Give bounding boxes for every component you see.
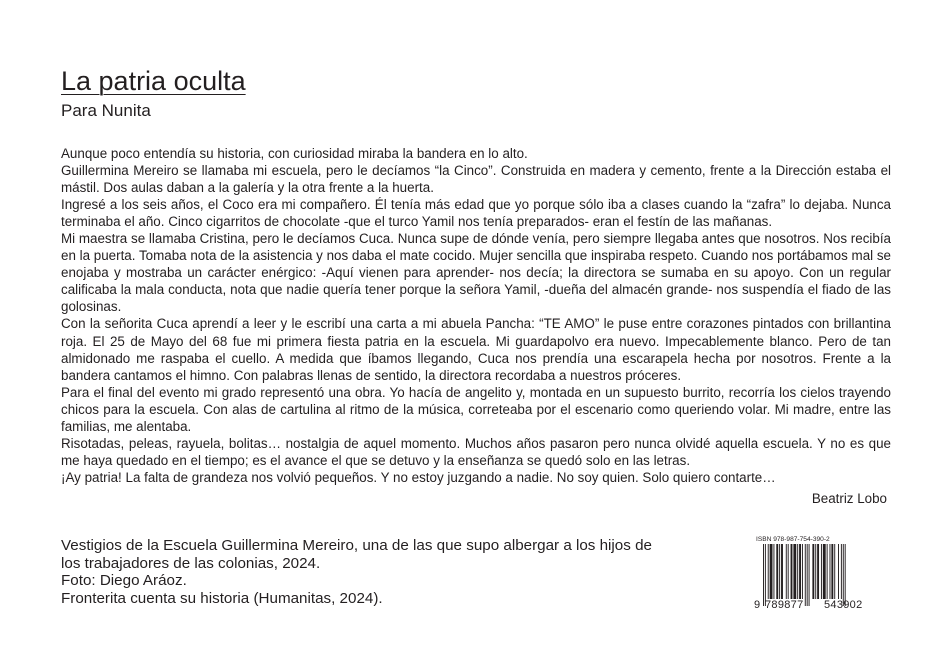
barcode-bar bbox=[770, 544, 773, 599]
paragraph: Mi maestra se llamaba Cristina, pero le decíamos Cuca. Nunca supe de dónde venía, pero siempre llegaba antes que nosotros. Nos recibía en la puerta. Tomaba nota de la asistencia y nos daba el mate cocido. Mujer sencilla que inspiraba respeto. Cuando nos portábamos mal se enojaba y mostraba un carácter enérgico: -Aquí vienen para aprender- nos decía; la directora se sumaba en su apoyo. Con un regular calificaba la mala conducta, nota que nadie quería tener porque la señora Yamil, -dueña del almacén grande- nos suspendía el fiado de las golosinas. bbox=[61, 231, 891, 315]
barcode-bar bbox=[765, 544, 766, 606]
barcode-bar bbox=[768, 544, 769, 599]
barcode-bar bbox=[791, 544, 793, 599]
barcode-bar bbox=[786, 544, 787, 599]
barcode-bar bbox=[799, 544, 801, 599]
page-title: La patria oculta bbox=[61, 66, 246, 96]
barcode-digits-right: 543902 bbox=[824, 599, 863, 611]
photo-caption bbox=[61, 537, 652, 607]
barcode-bar bbox=[812, 544, 814, 599]
barcode-bar bbox=[797, 544, 798, 599]
barcode-bar bbox=[845, 544, 846, 606]
paragraph: Aunque poco entendía su historia, con curiosidad miraba la bandera en lo alto. bbox=[61, 146, 528, 161]
barcode-bar bbox=[834, 544, 835, 599]
barcode-bar bbox=[823, 544, 826, 599]
paragraph: Con la señorita Cuca aprendí a leer y le escribí una carta a mi abuela Pancha: “TE AMO” le puse entre corazones pintados con brillantina roja. El 25 de Mayo del 68 fue mi primera fiesta patria en la escuela. Mi guardapolvo era nuevo. Impecablemente blanco. Pero de tan almidonado me raspaba el cuello. A medida que íbamos llegando, Cuca nos prendía una escarapela hecha por nosotros. Frente a la bandera cantamos el himno. Con palabras llenas de sentido, la directora recordaba a nuestros próceres. bbox=[61, 316, 891, 383]
barcode-bar bbox=[805, 544, 806, 606]
paragraph: ¡Ay patria! La falta de grandeza nos volvió pequeños. Y no estoy juzgando a nadie. No soy quien. Solo quiero contarte… bbox=[61, 469, 776, 485]
barcode-bar bbox=[817, 544, 819, 599]
barcode-bar bbox=[781, 544, 783, 599]
caption-line: Foto: Diego Aráoz. bbox=[61, 572, 187, 589]
barcode-bar bbox=[773, 544, 774, 599]
barcode-bar bbox=[830, 544, 831, 599]
barcode-bar bbox=[802, 544, 803, 599]
barcode-bar bbox=[815, 544, 816, 599]
dedication: Para Nunita bbox=[61, 101, 151, 120]
paragraph: Ingresé a los seis años, el Coco era mi compañero. Él tenía más edad que yo porque sólo iba a clases cuando la “zafra” lo dejaba. Nunca terminaba el año. Cinco cigarritos de chocolate -que el turco Yamil nos tenía preparados- eran el festín de las mañanas. bbox=[61, 197, 891, 230]
barcode-bar bbox=[843, 544, 844, 606]
barcode-bar bbox=[831, 544, 833, 599]
barcode-bar bbox=[838, 544, 839, 599]
paragraph: Para el final del evento mi grado representó una obra. Yo hacía de angelito y, montada en un supuesto burrito, recorría los cielos trayendo chicos para la escuela. Con alas de cartulina al ritmo de la música, correteaba por el escenario como queriendo volar. Mi madre, entre las familias, me alentaba. bbox=[61, 384, 891, 434]
barcode-bar bbox=[779, 544, 780, 599]
barcode-digit-first: 9 bbox=[754, 599, 761, 611]
barcode-bar bbox=[841, 544, 842, 599]
caption-line: Fronterita cuenta su historia (Humanitas, 2024). bbox=[61, 589, 383, 607]
barcode-bar bbox=[821, 544, 822, 599]
barcode-bar bbox=[793, 544, 796, 599]
caption-line: los trabajadores de las colonias, 2024. bbox=[61, 554, 321, 572]
barcode-bar bbox=[827, 544, 828, 599]
barcode-bar bbox=[776, 544, 778, 599]
barcode-bar bbox=[763, 544, 764, 606]
isbn-label: ISBN 978-987-754-390-2 bbox=[756, 536, 830, 543]
isbn-barcode bbox=[754, 536, 882, 612]
caption-line: Vestigios de la Escuela Guillermina Mereiro, una de las que supo albergar a los hijos de bbox=[61, 537, 652, 554]
barcode-bar bbox=[788, 544, 789, 599]
paragraph: Guillermina Mereiro se llamaba mi escuela, pero le decíamos “la Cinco”. Construida en madera y cemento, frente a la Dirección estaba el mástil. Dos aulas daban a la galería y la otra frente a la huerta. bbox=[61, 163, 891, 196]
barcode-bar bbox=[807, 544, 808, 606]
story-body bbox=[61, 145, 891, 486]
author-signature: Beatriz Lobo bbox=[811, 491, 887, 506]
barcode-digits-left: 789877 bbox=[765, 599, 804, 611]
barcode-bar bbox=[809, 544, 810, 606]
paragraph: Risotadas, peleas, rayuela, bolitas… nostalgia de aquel momento. Muchos años pasaron pero nunca olvidé aquella escuela. Y no es que me haya quedado en el tiempo; es el avance el que se detuvo y la enseñanza se quedó solo en las letras. bbox=[61, 435, 891, 468]
